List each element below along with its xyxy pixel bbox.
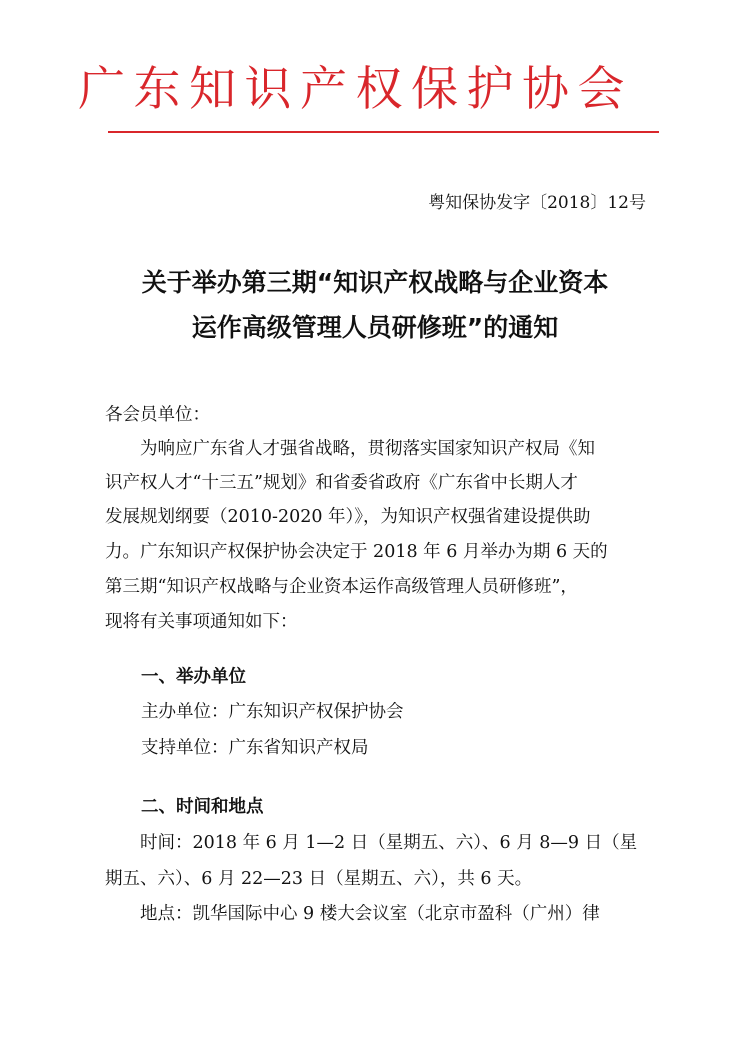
- document-number: 粤知保协发字〔2018〕12号: [428, 193, 646, 213]
- section-heading: 二、时间和地点: [141, 797, 264, 817]
- section-line: 时间：2018 年 6 月 1—2 日（星期五、六）、6 月 8—9 日（星: [105, 833, 638, 853]
- section-line: 支持单位：广东省知识产权局: [141, 738, 369, 758]
- salutation: 各会员单位：: [105, 405, 210, 425]
- paragraph-line: 现将有关事项通知如下：: [105, 612, 298, 632]
- paragraph-line: 力。广东知识产权保护协会决定于 2018 年 6 月举办为期 6 天的: [105, 542, 608, 562]
- letterhead-title: 广东知识产权保护协会: [78, 62, 633, 117]
- paragraph-line: 为响应广东省人才强省战略，贯彻落实国家知识产权局《知: [105, 439, 595, 459]
- letterhead-red-rule: [108, 131, 659, 133]
- notice-title-line-1: 关于举办第三期“知识产权战略与企业资本: [141, 268, 609, 297]
- paragraph-line: 发展规划纲要（2010-2020 年）》，为知识产权强省建设提供助: [105, 507, 591, 527]
- section-line: 地点：凯华国际中心 9 楼大会议室（北京市盈科（广州）律: [105, 904, 600, 924]
- section-line: 期五、六）、6 月 22—23 日（星期五、六），共 6 天。: [105, 869, 533, 889]
- section-line: 主办单位：广东知识产权保护协会: [141, 702, 404, 722]
- paragraph-line: 第三期“知识产权战略与企业资本运作高级管理人员研修班”，: [105, 577, 578, 597]
- notice-title-line-2: 运作高级管理人员研修班”的通知: [191, 313, 559, 342]
- paragraph-line: 识产权人才“十三五”规划》和省委省政府《广东省中长期人才: [105, 473, 578, 493]
- section-heading: 一、举办单位: [141, 667, 246, 687]
